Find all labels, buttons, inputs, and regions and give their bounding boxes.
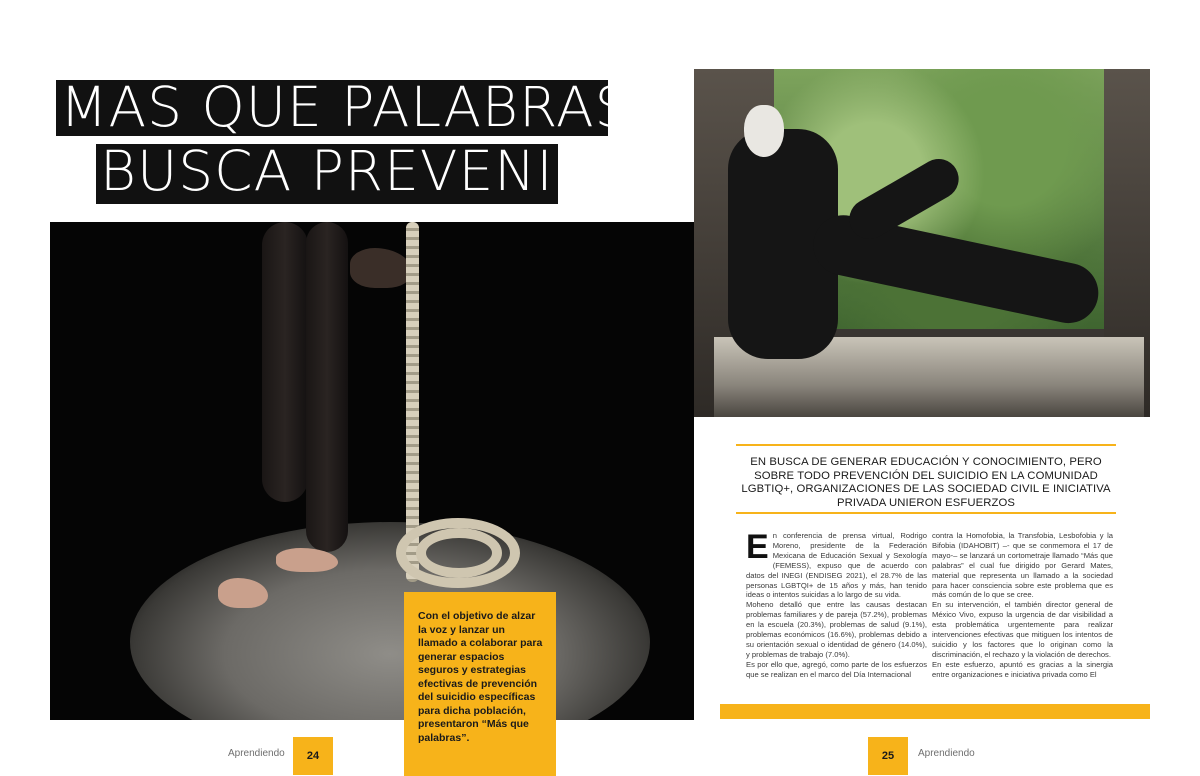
headline-line-1: MAS QUE PALABRAS <box>56 80 608 136</box>
photo-leg-left <box>262 222 308 502</box>
headline-line-2: BUSCA PREVENIR <box>96 144 558 204</box>
paragraph-text: n conferencia de prensa virtual, Rodrigo Moreno, presidente de la Federación Mexicana de Educación Sexual y Sexología (FEMESS), expuso que de acuerdo con datos del INEGI (ENDISEG 2021), el 28.7% de las personas LGBTQI+ de 15 años y más, han tenido ideas o intentos suicidas a lo largo de su vida. <box>746 531 927 600</box>
pull-quote-text: Con el objetivo de alzar la voz y lanzar un llamado a colaborar para generar espacios seguros y estrategias efectivas de prevención del suicidio específicas para dicha población, presentaron “Más que palabras”. <box>418 610 543 744</box>
section-label-left: Aprendiendo <box>228 748 285 759</box>
drop-cap: E <box>746 528 769 566</box>
spotlight-floor <box>130 522 650 720</box>
article-paragraph: Moheno detalló que entre las causas destacan problemas familiares y de pareja (57.2%), problemas en la escuela (20.3%), problemas de salud (9.1%), problemas económicos (16.6%), problemas debido a su orientación sexual o identidad de género (14.0%), y problemas de trabajo (7.0%). <box>746 600 927 659</box>
page-number-right: 25 <box>868 737 908 775</box>
article-paragraph: En este esfuerzo, apuntó es gracias a la sinergia entre organizaciones e iniciativa privada como El <box>932 659 1113 679</box>
lede-text: EN BUSCA DE GENERAR EDUCACIÓN Y CONOCIMIENTO, PERO SOBRE TODO PREVENCIÓN DEL SUICIDIO EN LA COMUNIDAD LGBTIQ+, ORGANIZACIONES DE LAS SOCIEDAD CIVIL E INICIATIVA PRIVADA UNIERON ESFUERZOS <box>741 456 1111 509</box>
accent-bar <box>720 704 1150 719</box>
photo-white-mask <box>744 105 784 157</box>
article-paragraph: Es por ello que, agregó, como parte de los esfuerzos que se realizan en el marco del Día Internacional <box>746 659 927 679</box>
pull-quote-box <box>404 592 556 776</box>
section-label-right: Aprendiendo <box>918 748 975 759</box>
photo-rope-coil-inner <box>416 528 502 578</box>
article-paragraph: En su intervención, el también director general de México Vivo, expuso la urgencia de dar visibilidad a esta problemática urgentemente para realizar intervenciones efectivas que mitiguen los intentos de suicidio y los factores que lo originan como la discriminación, el rechazo y la violación de derechos. <box>932 600 1113 659</box>
lede-rule-top <box>736 444 1116 446</box>
article-paragraph: contra la Homofobia, la Transfobia, Lesbofobia y la Bifobia (IDAHOBIT) –- que se conmemora el 17 de mayo-– se lanzará un cortometraje llamado “Más que palabras” el cual fue dirigido por Gerard Mates, material que representa un llamado a la sociedad para hacer consciencia sobre este problema que es más común de lo que se cree. <box>932 531 1113 600</box>
page-number-left: 24 <box>293 737 333 775</box>
rope-scene-photo <box>50 222 694 720</box>
masked-figure-photo <box>694 69 1150 417</box>
photo-leg-right <box>306 222 348 552</box>
article-column-2 <box>932 531 1113 680</box>
photo-hands <box>350 248 412 288</box>
article-paragraph <box>746 528 927 600</box>
article-column-1 <box>746 528 927 680</box>
lede-rule-bottom <box>736 512 1116 514</box>
